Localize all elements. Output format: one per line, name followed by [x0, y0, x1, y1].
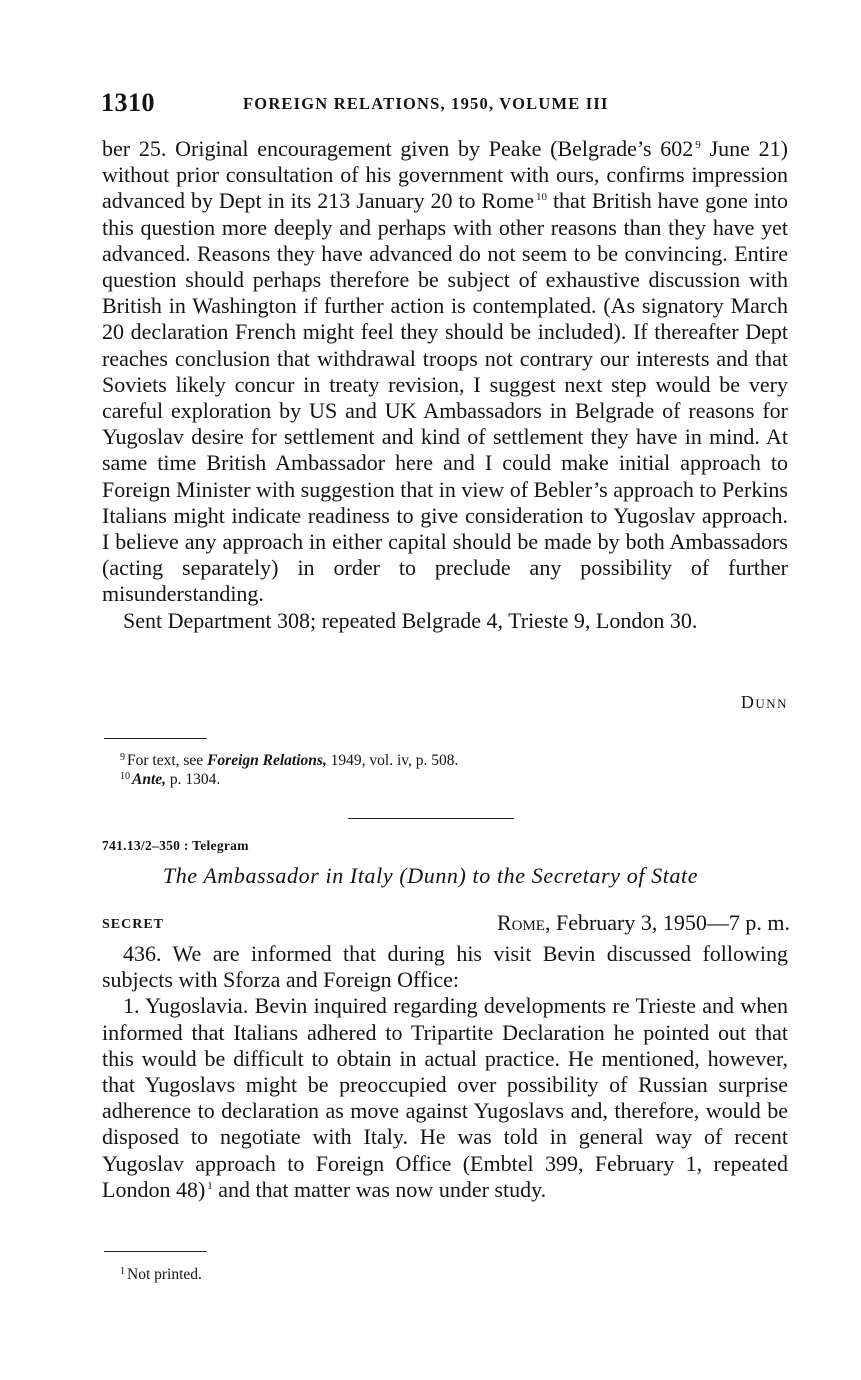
running-head: FOREIGN RELATIONS, 1950, VOLUME III [243, 94, 609, 113]
section-divider [348, 818, 514, 819]
footnote-10: $^{10}$ Ante, p. 1304. [120, 771, 221, 788]
file-reference: 741.13/2–350 : Telegram [102, 838, 249, 853]
footnote-9: $^9$ For text, see Foreign Relations, 1949, vol. iv, p. 508. [120, 752, 459, 769]
footnote-ref-9: 9 [695, 139, 701, 151]
dateline [497, 910, 790, 936]
document-title: The Ambassador in Italy (Dunn) to the Secretary of State [162, 863, 699, 888]
signature: Dunn [740, 692, 788, 712]
footnote-ref-1: 1 [207, 1179, 213, 1192]
classification-label: SECRET [102, 917, 165, 932]
footnote-divider-bottom [104, 1251, 207, 1252]
telegram-text [102, 941, 788, 1203]
continuation-text [102, 136, 788, 634]
telegram-paragraph-1: 436. We are informed that during his visit Bevin discussed following subjects with Sforza and Foreign Office: [102, 941, 788, 993]
footnote-1: $^1$ Not printed. [120, 1266, 202, 1283]
page-header [101, 88, 791, 118]
footnote-ref-10: 10 [536, 191, 548, 204]
dateline-date: February 3, 1950—7 p. m. [550, 910, 790, 935]
continuation-paragraph: ber 25. Original encouragement given by Peake (Belgrade’s 602 $^9$ June 21) without prior consultation of his government with ours, confirms impression advanced by Dept in its 213 January 20 to Rome $^{10}$ that British have gone into this question more deeply and perhaps with other reasons than they have yet advanced. Reasons they have advanced do not seem to be convincing. Entire question should perhaps therefore be subject of exhaustive discussion with British in Washington if further action is contemplated. (As signatory March 20 declaration French might feel they should be included). If thereafter Dept reaches conclusion that withdrawal troops not contrary our interests and that Soviets likely concur in treaty revision, I suggest next step would be very careful exploration by US and UK Ambassadors in Belgrade of reasons for Yugoslav desire for settlement and kind of settlement they have in mind. At same time British Ambassador here and I could make initial approach to Foreign Minister with suggestion that in view of Bebler’s approach to Perkins Italians might indicate readiness to give consideration to Yugoslav approach. I believe any approach in either capital should be made by both Ambassadors (acting separately) in order to preclude any possibility of further misunderstanding. [102, 136, 789, 607]
footnote-divider [104, 738, 207, 739]
page-number: 1310 [101, 88, 155, 117]
dateline-place: Rome, [496, 910, 551, 935]
telegram-paragraph-2: 1. Yugoslavia. Bevin inquired regarding developments re Trieste and when informed that Italians adhered to Tripartite Declaration he pointed out that this would be difficult to obtain in actual practice. He mentioned, however, that Yugoslavs might be preoccupied over possibility of Russian surprise adherence to declaration as move against Yugoslavs and, therefore, would be disposed to negotiate with Italy. He was told in general way of recent Yugoslav approach to Foreign Office (Embtel 399, February 1, repeated London 48) $^1$ and that matter was now under study. [102, 993, 788, 1202]
sent-line: Sent Department 308; repeated Belgrade 4, Trieste 9, London 30. [123, 607, 698, 633]
